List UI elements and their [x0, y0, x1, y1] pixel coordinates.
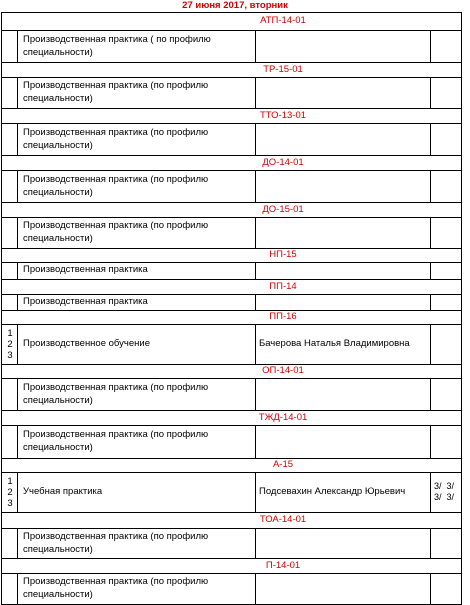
column-divider — [17, 528, 18, 558]
column-divider — [17, 217, 18, 248]
group-label: ПП-14 — [269, 281, 297, 292]
subject-cell: Производственная практика (по профилю специальности) — [23, 220, 209, 244]
column-divider — [17, 262, 18, 279]
column-divider — [255, 77, 256, 108]
column-divider — [255, 262, 256, 279]
column-divider — [430, 30, 431, 62]
column-divider — [255, 472, 256, 512]
row-divider — [1, 202, 462, 203]
group-label: ТТО-13-01 — [259, 110, 307, 121]
column-divider — [17, 472, 18, 512]
row-divider — [1, 262, 462, 263]
row-divider — [1, 279, 462, 280]
column-divider — [255, 378, 256, 410]
row-divider — [1, 472, 462, 473]
column-divider — [255, 294, 256, 310]
row-divider — [1, 30, 462, 31]
column-divider — [255, 30, 256, 62]
subject-cell: Производственная практика (по профилю специальности) — [23, 174, 209, 198]
subject-cell: Учебная практика — [23, 486, 103, 497]
group-label: ДО-14-01 — [262, 157, 304, 168]
row-divider — [1, 324, 462, 325]
column-divider — [430, 573, 431, 604]
row-divider — [1, 378, 462, 379]
row-divider — [1, 573, 462, 574]
row-divider — [1, 77, 462, 78]
subject-cell: Производственная практика — [23, 296, 148, 307]
column-divider — [255, 123, 256, 155]
row-divider — [1, 294, 462, 295]
teacher-cell: Бачерова Наталья Владимировна — [259, 338, 410, 349]
group-label: НП-15 — [269, 249, 297, 260]
subject-cell: Производственная практика (по профилю специальности) — [23, 127, 209, 151]
room-cell: 3/ 3/ 3/ 3/ — [434, 481, 455, 502]
column-divider — [430, 378, 431, 410]
group-label: П-14-01 — [265, 560, 301, 571]
column-divider — [430, 123, 431, 155]
group-label: ОП-14-01 — [262, 365, 304, 376]
column-divider — [430, 217, 431, 248]
column-divider — [255, 573, 256, 604]
column-divider — [430, 528, 431, 558]
row-divider — [1, 458, 462, 459]
subject-cell: Производственная практика (по профилю специальности) — [23, 576, 209, 600]
column-divider — [17, 573, 18, 604]
row-divider — [1, 62, 462, 63]
date-title-text: 27 июня 2017, вторник — [182, 0, 288, 11]
subject-cell: Производственная практика (по профилю специальности) — [23, 429, 209, 453]
column-divider — [17, 170, 18, 202]
pair-numbers: 1 2 3 — [7, 328, 13, 361]
column-divider — [430, 324, 431, 364]
group-label: ПП-16 — [269, 311, 297, 322]
subject-cell: Производственное обучение — [23, 338, 150, 349]
teacher-cell: Подсевахин Александр Юрьевич — [259, 486, 406, 497]
group-label: АТП-14-01 — [260, 15, 306, 26]
column-divider — [430, 262, 431, 279]
subject-cell: Производственная практика ( по профилю специальности) — [23, 34, 211, 58]
row-divider — [1, 170, 462, 171]
column-divider — [17, 294, 18, 310]
subject-cell: Производственная практика — [23, 264, 148, 275]
group-label: ТОА-14-01 — [259, 514, 307, 525]
column-divider — [255, 528, 256, 558]
table-border-top — [1, 12, 462, 13]
row-divider — [1, 558, 462, 559]
row-divider — [1, 123, 462, 124]
page-title — [0, 0, 470, 12]
column-divider — [255, 170, 256, 202]
table-border-left — [1, 12, 2, 604]
table-border-right — [461, 12, 462, 604]
subject-cell: Производственная практика (по профилю специальности) — [23, 80, 209, 104]
column-divider — [430, 77, 431, 108]
row-divider — [1, 425, 462, 426]
row-divider — [1, 528, 462, 529]
pair-numbers: 1 2 3 — [7, 476, 13, 509]
row-divider — [1, 512, 462, 513]
column-divider — [430, 472, 431, 512]
column-divider — [430, 294, 431, 310]
column-divider — [430, 170, 431, 202]
row-divider — [1, 217, 462, 218]
column-divider — [17, 324, 18, 364]
column-divider — [255, 324, 256, 364]
column-divider — [255, 217, 256, 248]
column-divider — [17, 378, 18, 410]
column-divider — [17, 30, 18, 62]
column-divider — [17, 77, 18, 108]
row-divider — [1, 364, 462, 365]
group-label: ТР-15-01 — [263, 64, 303, 75]
column-divider — [17, 123, 18, 155]
column-divider — [255, 425, 256, 458]
subject-cell: Производственная практика (по профилю специальности) — [23, 382, 209, 406]
row-divider — [1, 108, 462, 109]
group-label: ТЖД-14-01 — [258, 412, 308, 423]
group-label: А-15 — [272, 459, 294, 470]
subject-cell: Производственная практика (по профилю специальности) — [23, 531, 209, 555]
row-divider — [1, 155, 462, 156]
row-divider — [1, 310, 462, 311]
row-divider — [1, 248, 462, 249]
column-divider — [430, 425, 431, 458]
column-divider — [17, 425, 18, 458]
row-divider — [1, 410, 462, 411]
group-label: ДО-15-01 — [262, 204, 304, 215]
